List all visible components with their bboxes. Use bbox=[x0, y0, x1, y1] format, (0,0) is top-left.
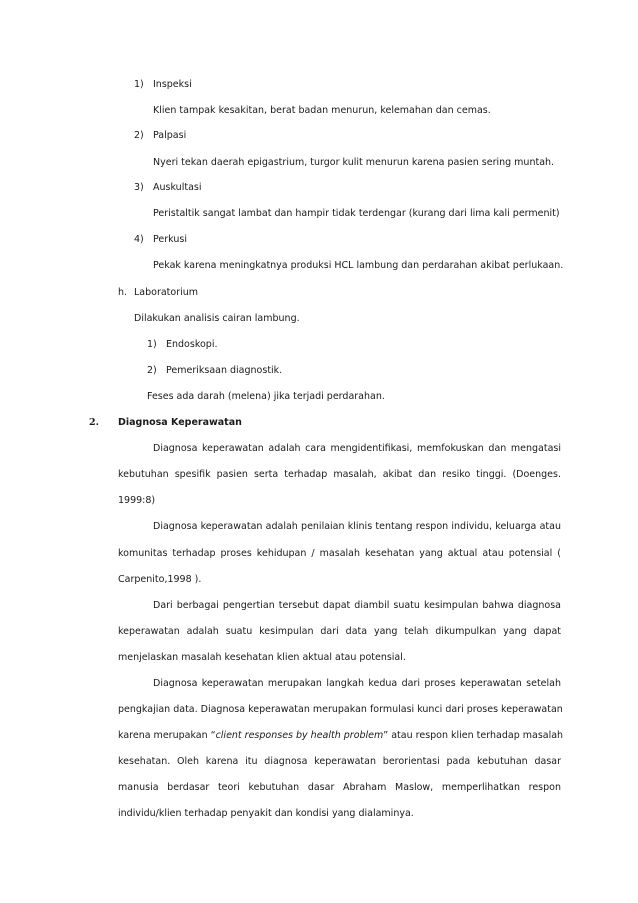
item-number: 1) bbox=[134, 79, 144, 90]
paragraph-line: pengkajian data. Diagnosa keperawatan merupakan formulasi kunci dari proses keperawatan bbox=[118, 704, 563, 715]
item-title: Palpasi bbox=[153, 130, 187, 141]
paragraph-line: kesehatan. Oleh karena itu diagnosa keperawatan berorientasi pada kebutuhan dasar bbox=[118, 756, 561, 767]
lab-item-number: 2) bbox=[147, 365, 157, 376]
section-heading: Diagnosa Keperawatan bbox=[118, 417, 242, 428]
paragraph-line bbox=[118, 730, 564, 742]
paragraph-line: komunitas terhadap proses kehidupan / masalah kesehatan yang aktual atau potensial ( bbox=[118, 548, 561, 559]
quote-italic: client responses by health problem bbox=[215, 730, 384, 741]
item-text: Klien tampak kesakitan, berat badan menurun, kelemahan dan cemas. bbox=[153, 105, 491, 116]
section-number: 2. bbox=[89, 417, 99, 428]
lab-intro: Dilakukan analisis cairan lambung. bbox=[134, 313, 300, 324]
paragraph-line: individu/klien terhadap penyakit dan kondisi yang dialaminya. bbox=[118, 808, 414, 819]
paragraph-line: 1999:8) bbox=[118, 495, 156, 506]
lab-item-text: Endoskopi. bbox=[166, 339, 218, 350]
item-title: Inspeksi bbox=[153, 79, 192, 90]
item-number: 4) bbox=[134, 234, 144, 245]
lab-note: Feses ada darah (melena) jika terjadi perdarahan. bbox=[147, 391, 385, 402]
item-text: Pekak karena meningkatnya produksi HCL lambung dan perdarahan akibat perlukaan. bbox=[153, 260, 564, 271]
quote-pre: karena merupakan “ bbox=[118, 730, 216, 741]
paragraph-line: keperawatan adalah suatu kesimpulan dari data yang telah dikumpulkan yang dapat bbox=[118, 626, 561, 637]
item-number: 2) bbox=[134, 130, 144, 141]
lab-item-text: Pemeriksaan diagnostik. bbox=[166, 365, 283, 376]
lab-item-number: 1) bbox=[147, 339, 157, 350]
item-title: Perkusi bbox=[153, 234, 187, 245]
item-text: Nyeri tekan daerah epigastrium, turgor kulit menurun karena pasien sering muntah. bbox=[153, 157, 555, 168]
quote-post: ” atau respon klien terhadap masalah bbox=[383, 730, 564, 741]
section-title: Laboratorium bbox=[134, 287, 199, 298]
section-letter: h. bbox=[118, 287, 128, 298]
paragraph-line: Dari berbagai pengertian tersebut dapat diambil suatu kesimpulan bahwa diagnosa bbox=[153, 600, 561, 611]
item-text: Peristaltik sangat lambat dan hampir tidak terdengar (kurang dari lima kali permenit) bbox=[153, 208, 560, 219]
paragraph-line: Diagnosa keperawatan adalah penilaian klinis tentang respon individu, keluarga atau bbox=[153, 521, 561, 532]
paragraph-line: Diagnosa keperawatan merupakan langkah kedua dari proses keperawatan setelah bbox=[153, 678, 561, 689]
item-title: Auskultasi bbox=[153, 182, 202, 193]
item-number: 3) bbox=[134, 182, 144, 193]
paragraph-line: Diagnosa keperawatan adalah cara mengidentifikasi, memfokuskan dan mengatasi bbox=[153, 443, 561, 454]
paragraph-line: Carpenito,1998 ). bbox=[118, 574, 202, 585]
paragraph-line: menjelaskan masalah kesehatan klien aktual atau potensial. bbox=[118, 652, 406, 663]
paragraph-line: manusia berdasar teori kebutuhan dasar Abraham Maslow, memperlihatkan respon bbox=[118, 782, 561, 793]
paragraph-line: kebutuhan spesifik pasien serta terhadap masalah, akibat dan resiko tinggi. (Doenges. bbox=[118, 469, 561, 480]
